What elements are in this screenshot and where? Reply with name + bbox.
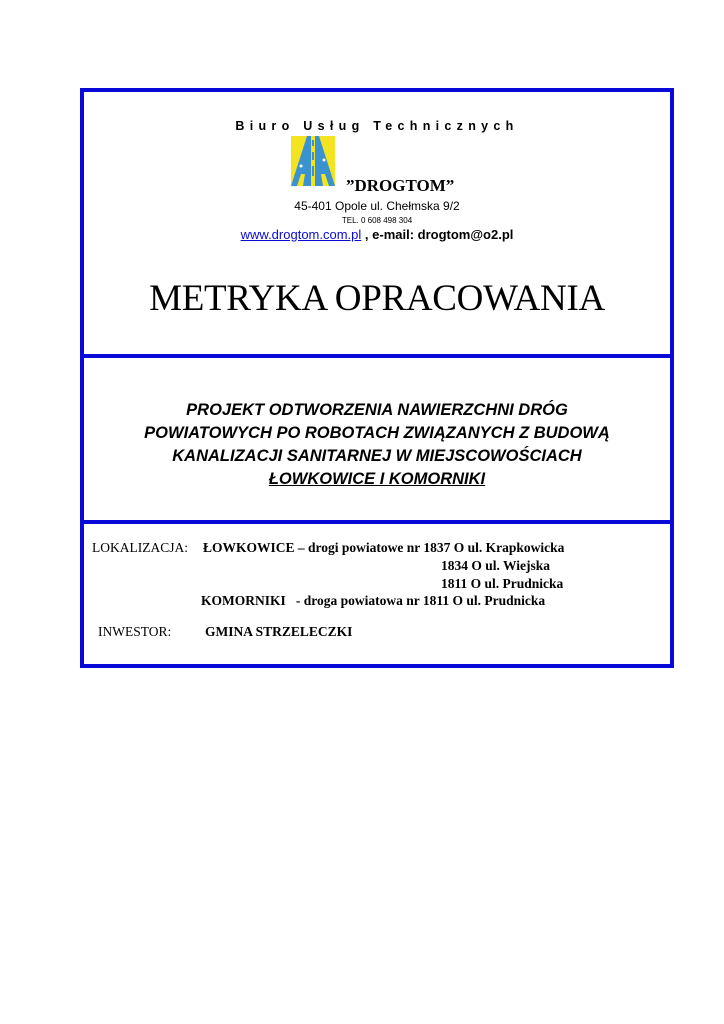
project-title-line: PROJEKT ODTWORZENIA NAWIERZCHNI DRÓG [186, 401, 568, 419]
website-link[interactable]: www.drogtom.com.pl [240, 227, 362, 242]
investor-label: INWESTOR: [98, 624, 172, 639]
company-address: 45-401 Opole ul. Chełmska 9/2 [294, 199, 460, 213]
brand-name: ”DROGTOM” [346, 176, 455, 195]
company-name: Biuro Usług Technicznych [235, 119, 519, 133]
location-line-3: 1811 O ul. Prudnicka [441, 576, 564, 591]
location-line-1: ŁOWKOWICE – drogi powiatowe nr 1837 O ul. Krapkowicka [203, 540, 565, 555]
company-phone: TEL. 0 608 498 304 [341, 216, 413, 225]
project-title-line: KANALIZACJI SANITARNEJ W MIEJSCOWOŚCIACH [172, 447, 582, 465]
drogtom-logo-icon [291, 136, 335, 186]
contact-line [84, 227, 670, 242]
header-section [84, 92, 670, 354]
document-frame [80, 88, 674, 668]
location-label: LOKALIZACJA: [92, 540, 188, 555]
project-title-line: ŁOWKOWICE I KOMORNIKI [268, 470, 486, 488]
location-row [92, 540, 188, 556]
location-line-2: 1834 O ul. Wiejska [441, 558, 551, 573]
email-text: , e-mail: drogtom@o2.pl [364, 227, 514, 242]
page-title: METRYKA OPRACOWANIA [149, 278, 605, 319]
investor-value: GMINA STRZELECZKI [205, 624, 353, 639]
project-section [84, 358, 670, 520]
project-title-line: POWIATOWYCH PO ROBOTACH ZWIĄZANYCH Z BUDOWĄ [144, 424, 610, 442]
details-section [84, 524, 670, 664]
project-title [94, 399, 660, 491]
location-line-4: KOMORNIKI - droga powiatowa nr 1811 O ul. Prudnicka [201, 593, 546, 608]
